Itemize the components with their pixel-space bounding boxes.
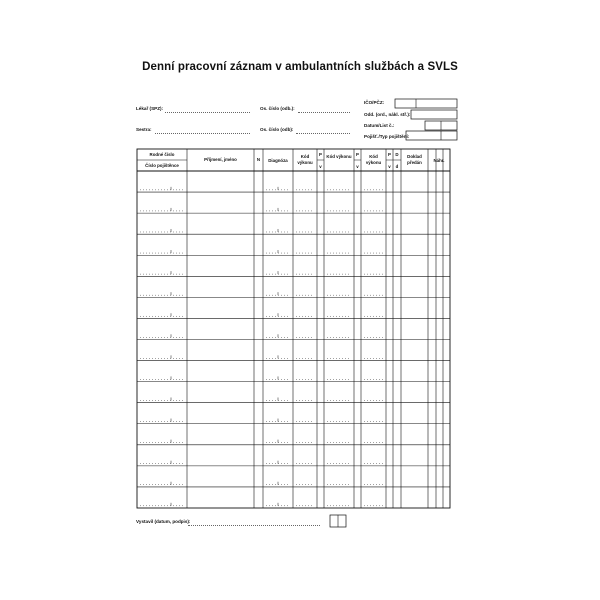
record-table-border[interactable]	[137, 149, 450, 508]
os-cislo-label-2: Os. číslo (odb):	[260, 127, 294, 132]
header-p-2: P	[356, 152, 359, 157]
header-v-3: v	[388, 164, 391, 169]
header-v-1: v	[319, 164, 322, 169]
header-d-upper: D	[395, 152, 399, 157]
header-kod-vykonu-2: Kód výkonu	[326, 154, 352, 159]
ico-box[interactable]	[395, 99, 457, 108]
pojist-box[interactable]	[406, 131, 457, 140]
form-title: Denní pracovní záznam v ambulantních službách a SVLS	[142, 61, 458, 73]
header-rodne-cislo: Rodné číslo	[149, 152, 175, 157]
odd-box[interactable]	[411, 110, 457, 119]
vystavil-label: Vystavil (datum, podpis):	[136, 519, 191, 524]
header-n: N	[256, 157, 261, 162]
header-kod-vykonu-1: Kód výkonu	[297, 154, 313, 165]
header-prijmeni-jmeno: Příjmení, jméno	[204, 157, 237, 162]
header-nahr: Náhr.	[433, 158, 445, 163]
header-d-lower: d	[395, 164, 399, 169]
odd-label: Odd. (ord., nákl. stř.):	[364, 112, 411, 117]
pojist-label: Pojišť./Typ pojištění:	[364, 134, 410, 139]
sestra-label: Sestra:	[136, 127, 152, 132]
os-cislo-label-1: Os. číslo (odb.):	[260, 106, 295, 111]
header-p-3: P	[388, 152, 391, 157]
header-doklad-predan: Doklad předán	[407, 154, 422, 165]
header-cislo-pojistence: Číslo pojištěnce	[145, 163, 179, 168]
datum-label: Datum/List č.:	[364, 123, 395, 128]
header-kod-vykonu-3: Kód výkonu	[365, 154, 382, 165]
ico-label: IČO/PČZ:	[364, 100, 385, 105]
header-v-2: v	[356, 164, 359, 169]
header-p-1: P	[319, 152, 322, 157]
lekar-label: Lékař (SPZ):	[136, 106, 164, 111]
header-diagnoza: Diagnóza	[268, 158, 288, 163]
